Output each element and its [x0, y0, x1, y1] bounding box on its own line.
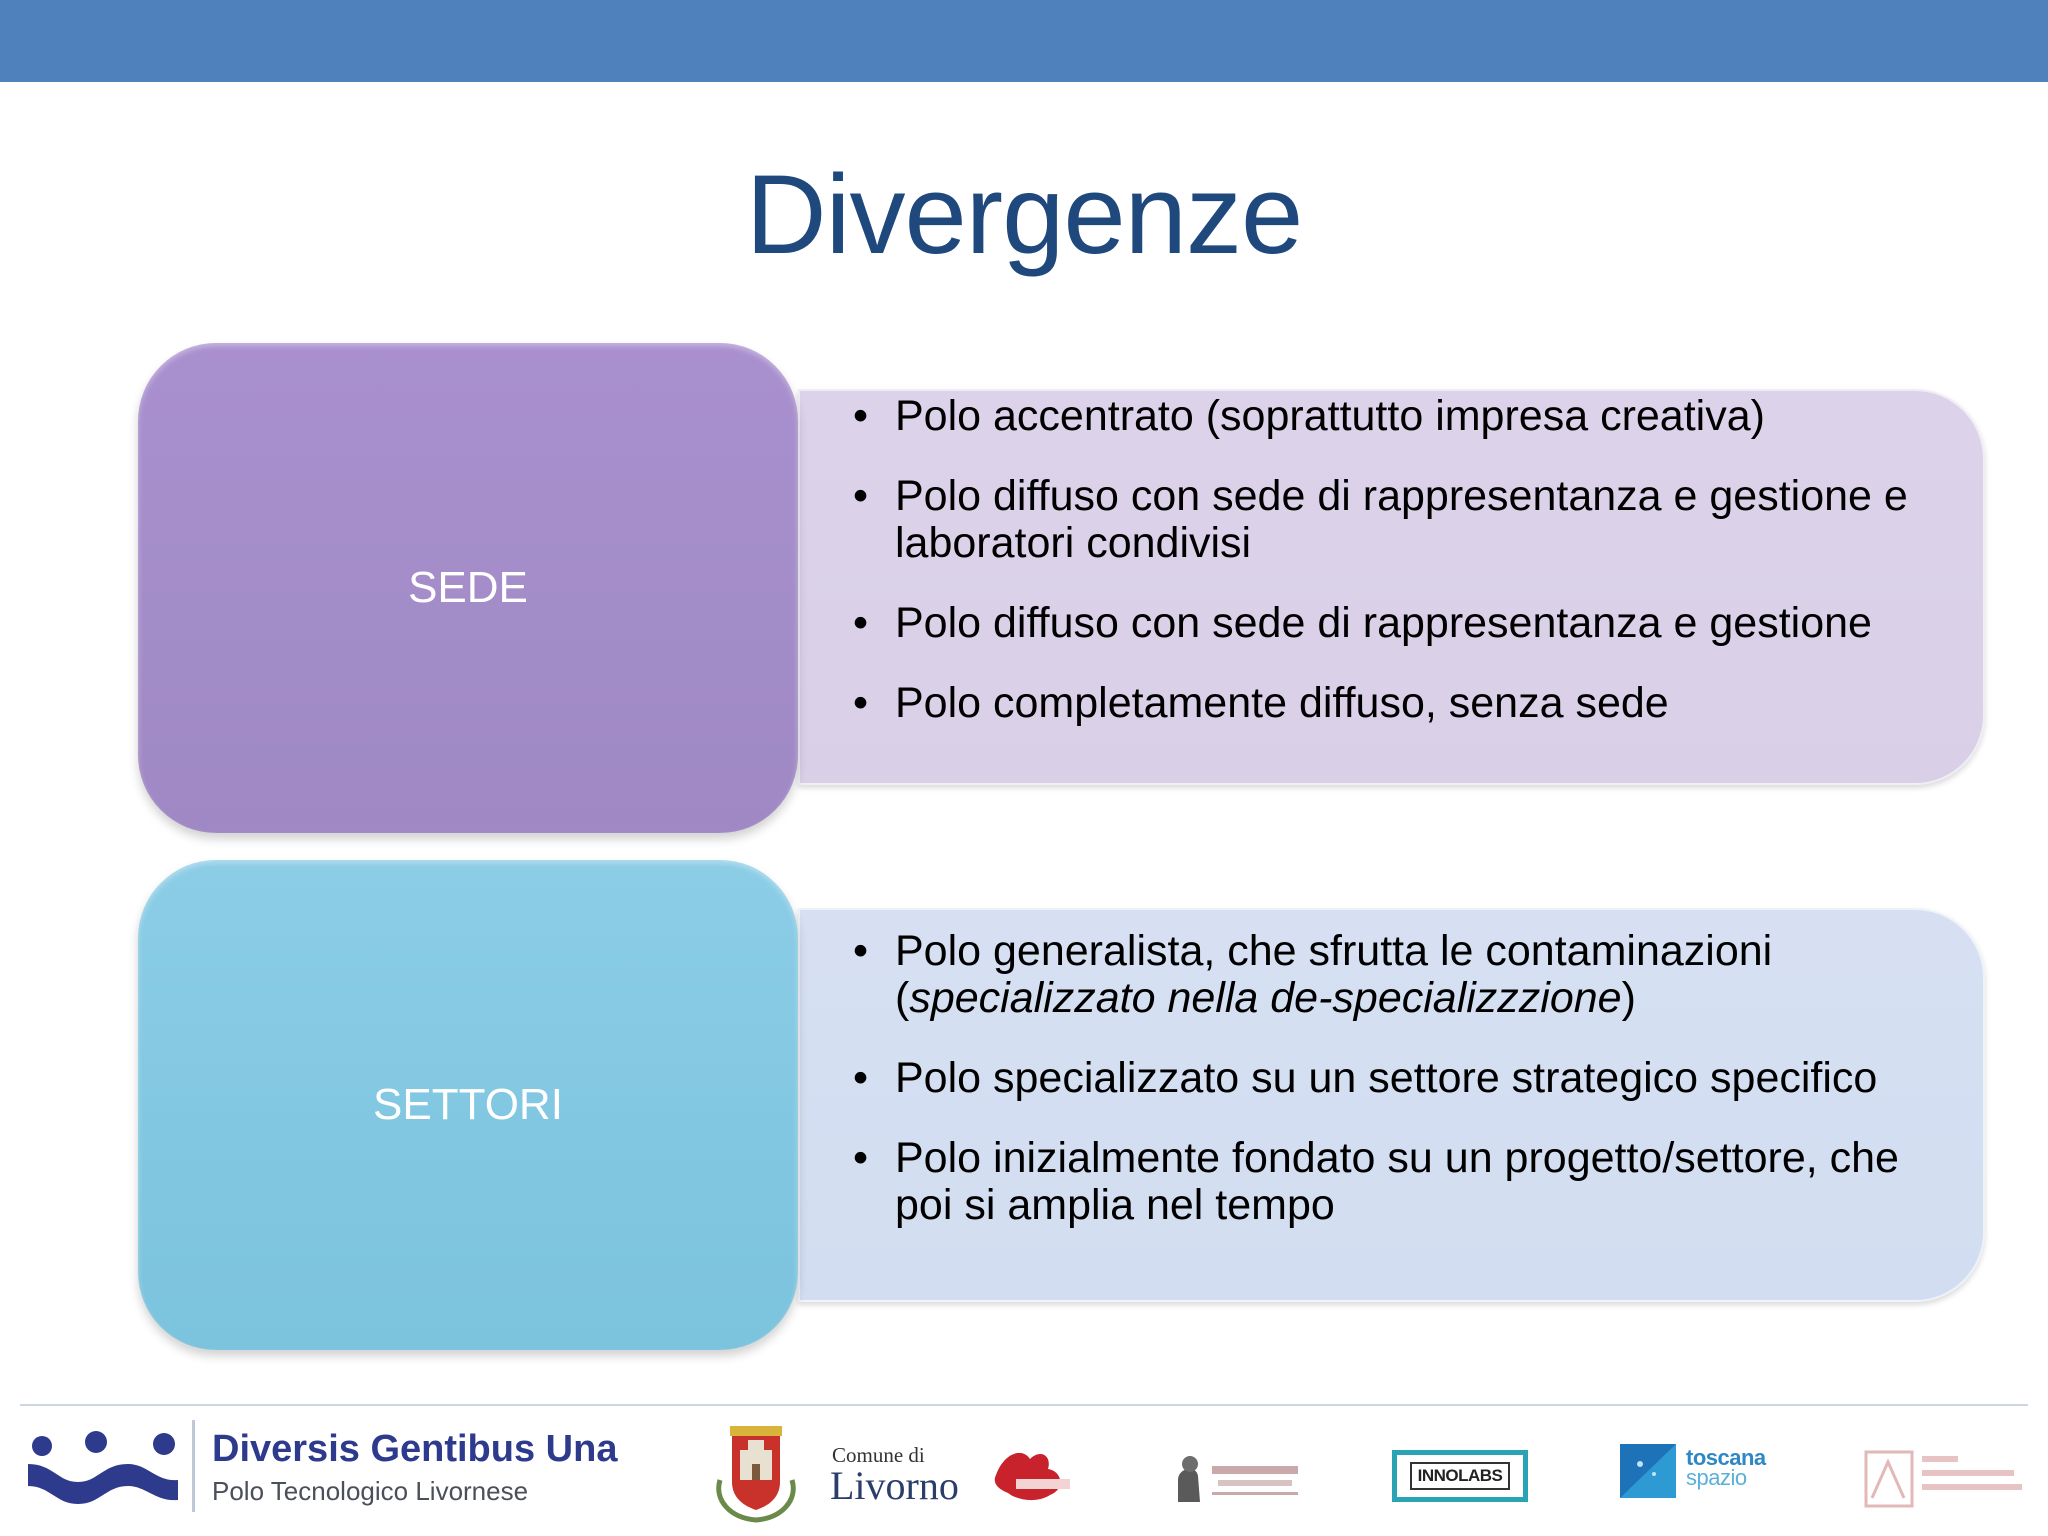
settori-label: SETTORI	[373, 1080, 563, 1129]
settori-bullet-list	[848, 928, 1968, 1262]
comune-small-text: Comune di	[832, 1443, 925, 1467]
innolabs-text: INNOLABS	[1410, 1462, 1511, 1490]
logo-subtitle: Polo Tecnologico Livornese	[212, 1476, 529, 1506]
diversis-gentibus-logo	[28, 1420, 628, 1520]
bullet-icon: •	[853, 679, 869, 727]
bullet-icon: •	[853, 472, 869, 520]
list-item: • Polo diffuso con sede di rappresentanza e gestione	[853, 599, 1872, 647]
sede-label: SEDE	[408, 563, 528, 612]
list-item: • Polo generalista, che sfrutta le contaminazioni (specializzato nella de-specializzzione)	[853, 927, 1773, 1022]
sede-label-box	[138, 343, 798, 833]
sede-bullet-list	[848, 393, 1968, 760]
slide-title: Divergenze	[745, 152, 1303, 277]
bullet-icon: •	[853, 1134, 869, 1182]
comune-big-text: Livorno	[830, 1463, 959, 1508]
bullet-icon: •	[853, 392, 869, 440]
list-item: • Polo completamente diffuso, senza sede	[853, 679, 1669, 727]
top-accent-bar	[0, 0, 2048, 82]
waves-logo-icon	[28, 1420, 188, 1520]
list-item: • Polo diffuso con sede di rappresentanza e gestione e laboratori condivisi	[853, 472, 1908, 567]
bullet-icon: •	[853, 599, 869, 647]
bullet-icon: •	[853, 1054, 869, 1102]
list-item: • Polo inizialmente fondato su un progetto/settore, che poi si amplia nel tempo	[853, 1134, 1899, 1229]
logo-name: Diversis Gentibus Una	[212, 1428, 618, 1470]
settori-label-box	[138, 860, 798, 1350]
footer-divider	[20, 1404, 2028, 1406]
promo-pa-logo-icon	[1166, 1450, 1306, 1510]
innolabs-logo	[1392, 1450, 1528, 1502]
toscana-spazio-text: toscana spazio	[1686, 1445, 1766, 1490]
red-logo-icon	[990, 1445, 1072, 1505]
livorno-crest-icon	[710, 1420, 802, 1524]
bullet-icon: •	[853, 927, 869, 975]
logo-separator	[192, 1420, 195, 1512]
list-item: • Polo accentrato (soprattutto impresa creativa)	[853, 392, 1765, 440]
list-item: • Polo specializzato su un settore strategico specifico	[853, 1054, 1878, 1102]
museum-logo-icon	[1862, 1448, 2032, 1512]
toscana-spazio-mark-icon	[1620, 1444, 1676, 1498]
